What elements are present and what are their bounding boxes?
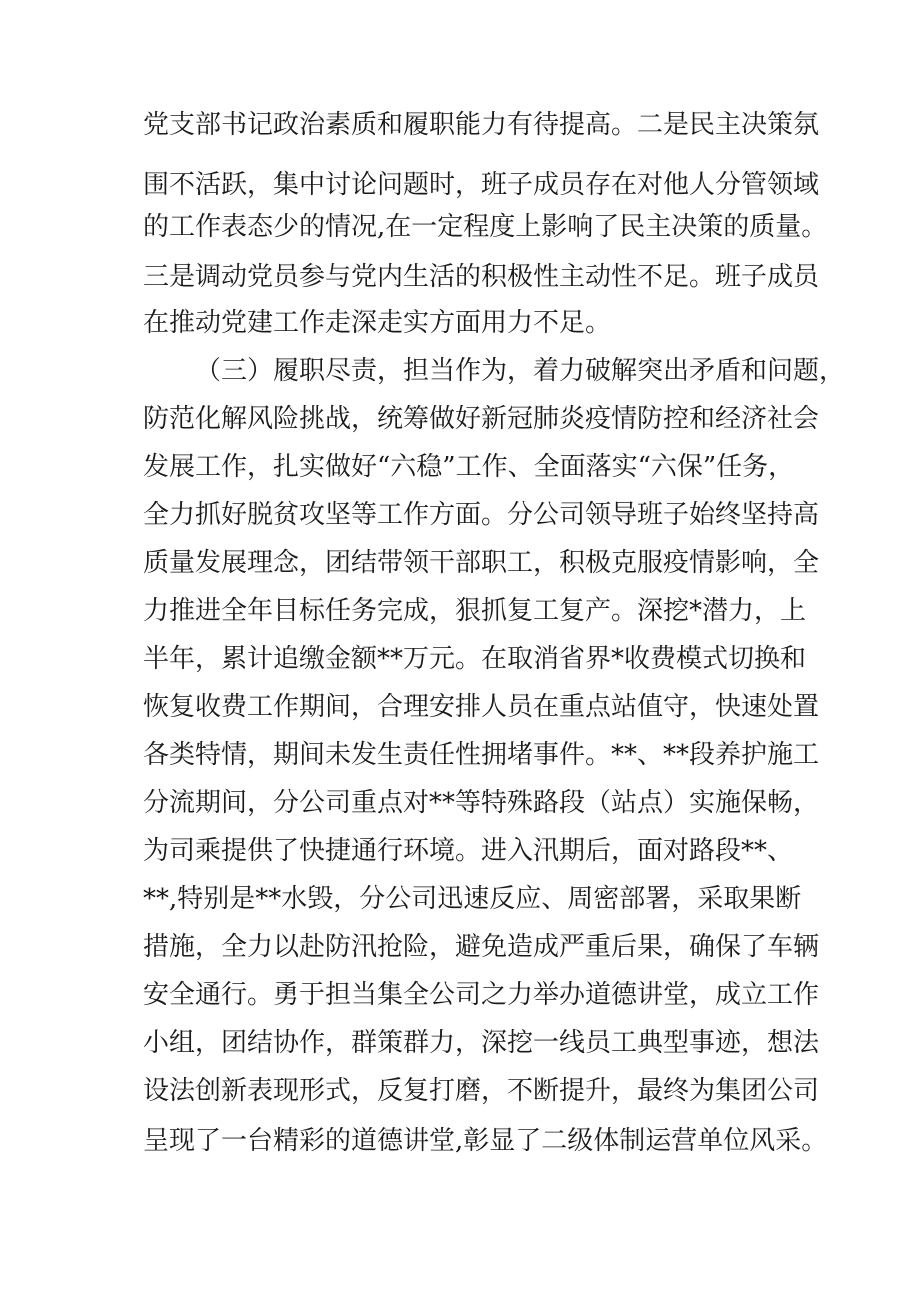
text-line: 围不活跃，集中讨论问题时，班子成员存在对他人分管领域 [143,170,820,200]
text-line: 各类特情，期间未发生责任性拥堵事件。**、**段养护施工 [143,740,820,770]
text-line: 设法创新表现形式，反复打磨，不断提升，最终为集团公司 [143,1076,820,1106]
text-line: 力推进全年目标任务完成，狠抓复工复产。深挖*潜力，上 [143,596,807,626]
text-line: 全力抓好脱贫攻坚等工作方面。分公司领导班子始终坚持高 [143,500,820,530]
text-line: 发展工作，扎实做好“六稳”工作、全面落实“六保”任务， [143,452,795,482]
text-line: 半年，累计追缴金额**万元。在取消省界*收费模式切换和 [143,644,807,674]
text-line: 在推动党建工作走深走实方面用力不足。 [143,308,612,338]
text-line: 三是调动党员参与党内生活的积极性主动性不足。班子成员 [143,262,820,292]
text-line: 措施，全力以赴防汛抢险，避免造成严重后果，确保了车辆 [143,932,820,962]
text-line: 小组，团结协作，群策群力，深挖一线员工典型事迹，想法 [143,1028,820,1058]
text-line: 安全通行。勇于担当集全公司之力举办道德讲堂，成立工作 [143,980,820,1010]
text-line: 分流期间，分公司重点对**等特殊路段（站点）实施保畅， [143,788,820,818]
text-line: **,特别是**水毁，分公司迅速反应、周密部署，采取果断 [143,884,802,914]
text-line: 质量发展理念，团结带领干部职工，积极克服疫情影响，全 [143,548,820,578]
text-line: （三）履职尽责，担当作为，着力破解突出矛盾和问题， [195,356,846,386]
text-line: 呈现了一台精彩的道德讲堂,彰显了二级体制运营单位风采。 [143,1126,828,1156]
text-line: 恢复收费工作期间，合理安排人员在重点站值守，快速处置 [143,692,820,722]
text-line: 为司乘提供了快捷通行环境。进入汛期后，面对路段**、 [143,836,794,866]
text-line: 党支部书记政治素质和履职能力有待提高。二是民主决策氛 [143,110,820,140]
text-line: 的工作表态少的情况,在一定程度上影响了民主决策的质量。 [143,212,828,242]
text-line: 防范化解风险挑战，统筹做好新冠肺炎疫情防控和经济社会 [143,404,820,434]
